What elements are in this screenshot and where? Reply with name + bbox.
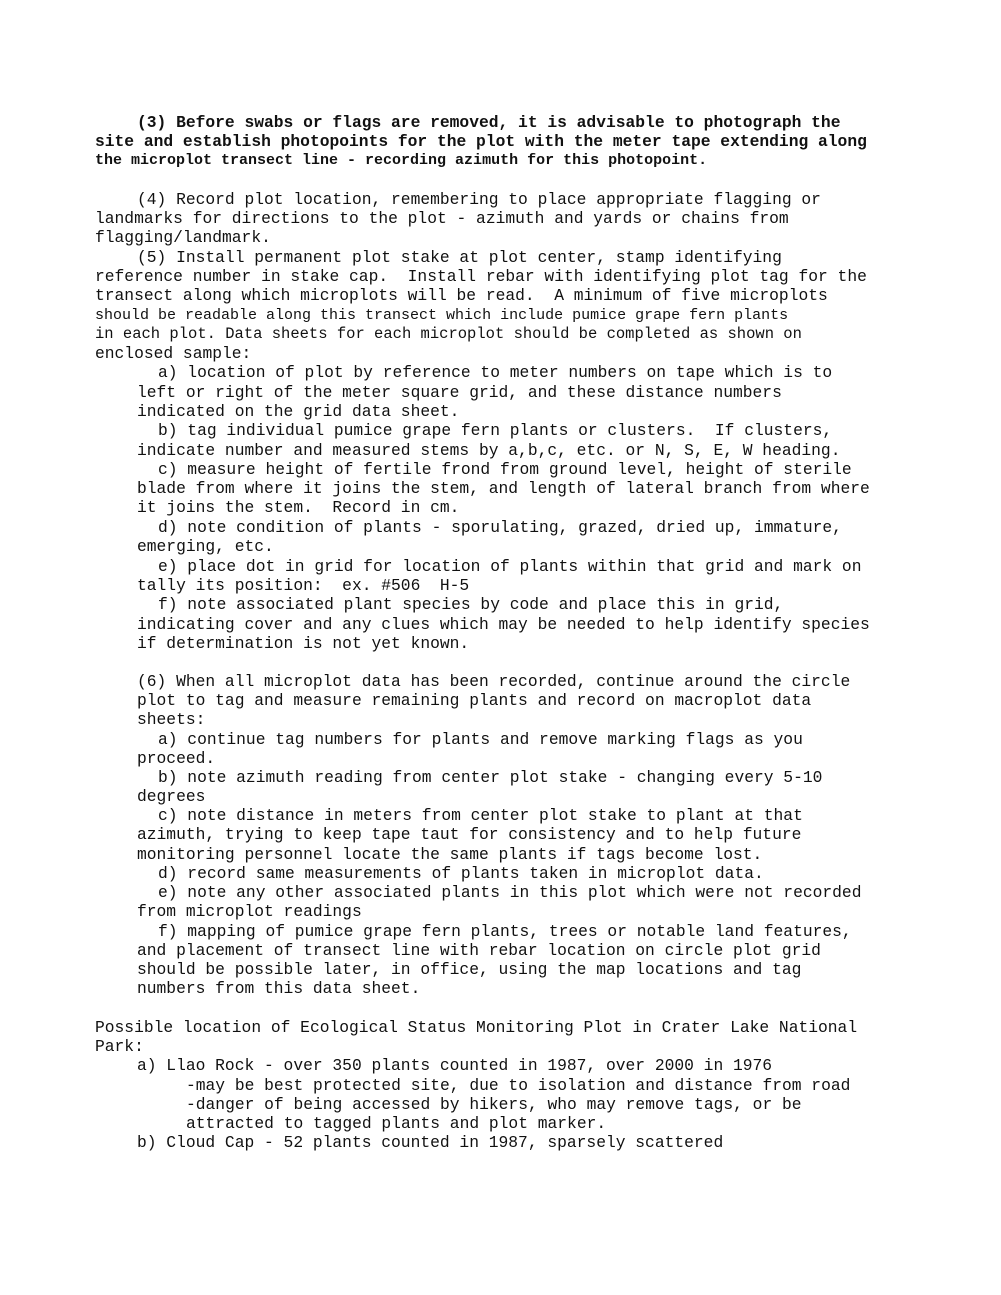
text-line: it joins the stem. Record in cm. [137, 498, 460, 517]
text-line: the microplot transect line - recording azimuth for this photopoint. [95, 152, 708, 169]
text-line: (5) Install permanent plot stake at plot center, stamp identifying [137, 248, 782, 267]
text-line: left or right of the meter square grid, and these distance numbers [137, 383, 782, 402]
text-line: b) Cloud Cap - 52 plants counted in 1987, sparsely scattered [137, 1133, 724, 1152]
text-line: site and establish photopoints for the plot with the meter tape extending along [95, 132, 867, 151]
text-line: d) record same measurements of plants taken in microplot data. [158, 864, 764, 883]
text-line: -may be best protected site, due to isolation and distance from road [186, 1076, 851, 1095]
text-line: a) continue tag numbers for plants and remove marking flags as you [158, 730, 803, 749]
text-line: -danger of being accessed by hikers, who may remove tags, or be [186, 1095, 802, 1114]
text-line: Park: [95, 1037, 144, 1056]
text-line: landmarks for directions to the plot - azimuth and yards or chains from [95, 209, 789, 228]
text-line: reference number in stake cap. Install rebar with identifying plot tag for the [95, 267, 867, 286]
text-line: from microplot readings [137, 902, 362, 921]
text-line: b) note azimuth reading from center plot stake - changing every 5-10 [158, 768, 823, 787]
text-line: blade from where it joins the stem, and length of lateral branch from where [137, 479, 870, 498]
text-line: c) measure height of fertile frond from ground level, height of sterile [158, 460, 852, 479]
text-line: in each plot. Data sheets for each microplot should be completed as shown on [95, 325, 802, 343]
text-line: c) note distance in meters from center plot stake to plant at that [158, 806, 803, 825]
text-line: b) tag individual pumice grape fern plants or clusters. If clusters, [158, 421, 833, 440]
text-line: degrees [137, 787, 206, 806]
text-line: and placement of transect line with rebar location on circle plot grid [137, 941, 821, 960]
text-line: emerging, etc. [137, 537, 274, 556]
text-line: should be possible later, in office, using the map locations and tag [137, 960, 802, 979]
text-line: d) note condition of plants - sporulating, grazed, dried up, immature, [158, 518, 842, 537]
text-line: f) mapping of pumice grape fern plants, trees or notable land features, [158, 922, 852, 941]
text-line: numbers from this data sheet. [137, 979, 421, 998]
text-line: a) Llao Rock - over 350 plants counted in 1987, over 2000 in 1976 [137, 1056, 773, 1075]
text-line: attracted to tagged plants and plot marker. [186, 1114, 607, 1133]
text-line: (6) When all microplot data has been recorded, continue around the circle [137, 672, 851, 691]
text-line: e) place dot in grid for location of plants within that grid and mark on [158, 557, 862, 576]
text-line: azimuth, trying to keep tape taut for consistency and to help future [137, 825, 802, 844]
text-line: enclosed sample: [95, 344, 252, 363]
text-line: f) note associated plant species by code and place this in grid, [158, 595, 784, 614]
text-line: indicated on the grid data sheet. [137, 402, 460, 421]
text-line: sheets: [137, 710, 206, 729]
text-line: transect along which microplots will be read. A minimum of five microplots [95, 286, 828, 305]
text-line: flagging/landmark. [95, 228, 271, 247]
text-line: if determination is not yet known. [137, 634, 470, 653]
text-line: should be readable along this transect which include pumice grape fern plants [95, 307, 789, 324]
text-line: (3) Before swabs or flags are removed, it is advisable to photograph the [137, 113, 841, 132]
text-line: Possible location of Ecological Status Monitoring Plot in Crater Lake National [95, 1018, 858, 1037]
text-line: e) note any other associated plants in this plot which were not recorded [158, 883, 862, 902]
text-line: proceed. [137, 749, 216, 768]
text-line: monitoring personnel locate the same plants if tags become lost. [137, 845, 763, 864]
text-line: tally its position: ex. #506 H-5 [137, 576, 470, 595]
text-line: plot to tag and measure remaining plants and record on macroplot data [137, 691, 812, 710]
text-line: indicating cover and any clues which may be needed to help identify species [137, 615, 870, 634]
text-line: a) location of plot by reference to meter numbers on tape which is to [158, 363, 833, 382]
text-line: indicate number and measured stems by a,b,c, etc. or N, S, E, W heading. [137, 441, 841, 460]
text-line: (4) Record plot location, remembering to place appropriate flagging or [137, 190, 821, 209]
